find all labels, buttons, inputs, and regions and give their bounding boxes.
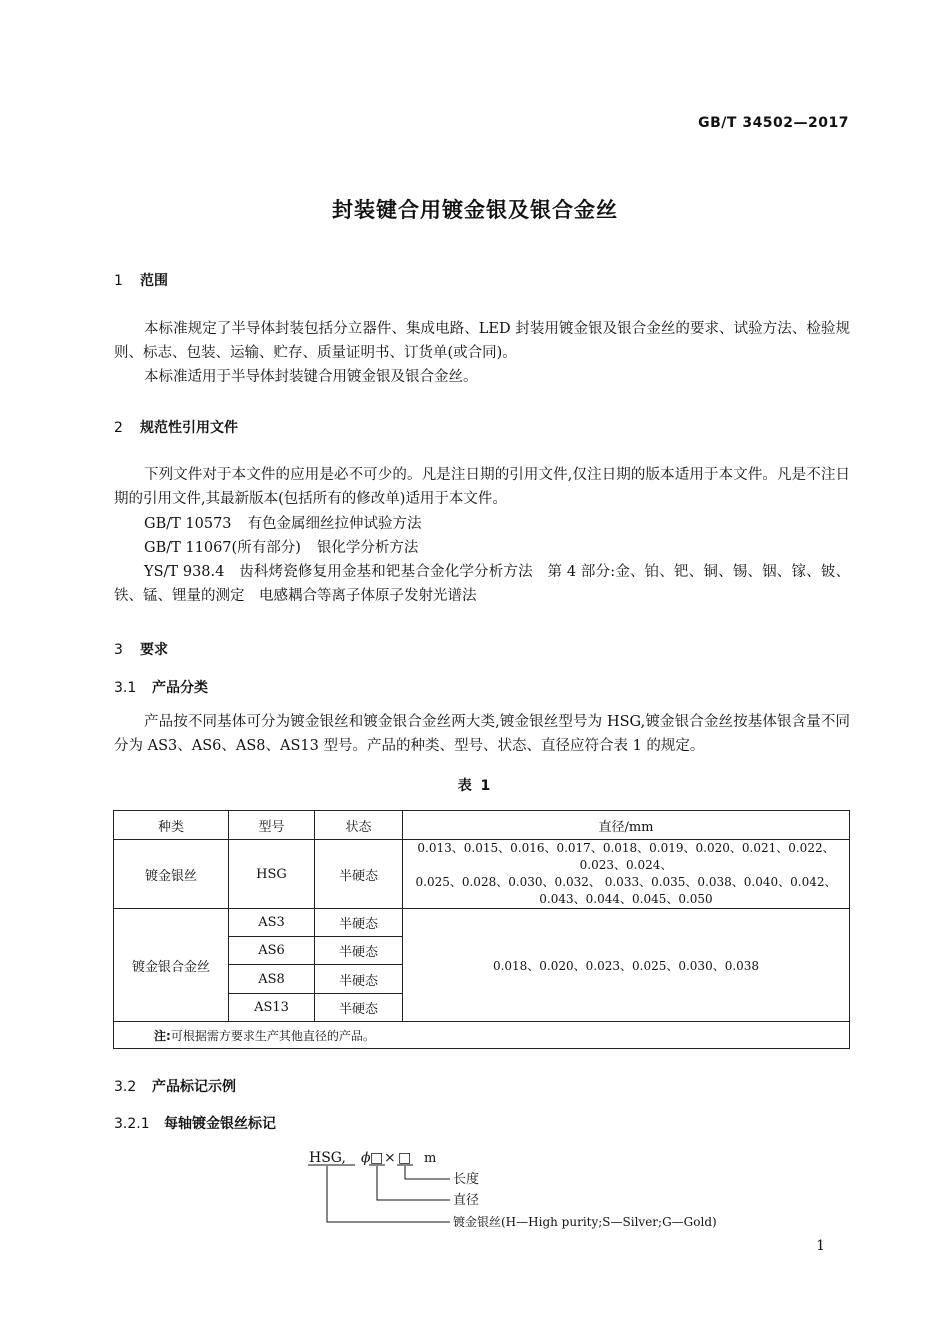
wire-leader-line	[327, 1166, 450, 1222]
table-caption: 表 1	[457, 778, 493, 794]
model-cell: AS8	[229, 965, 315, 994]
length-unit: m	[424, 1151, 437, 1166]
diameter-line: 0.043、0.044、0.045、0.050	[539, 892, 713, 906]
section-title: 产品标记示例	[152, 1079, 236, 1095]
section-title: 每轴镀金银丝标记	[164, 1116, 276, 1132]
reference-item	[144, 536, 418, 560]
state-cell: 半硬态	[315, 994, 403, 1022]
note-text: 可根据需方要求生产其他直径的产品。	[170, 1028, 375, 1043]
reference-item	[144, 512, 422, 536]
model-cell: AS13	[229, 994, 315, 1022]
model-cell: AS3	[229, 909, 315, 937]
section-number: 1	[114, 273, 123, 289]
reference-name: 银化学分析方法	[316, 540, 419, 556]
section-1-paragraph-2: 本标准适用于半导体封装键合用镀金银及银合金丝。	[144, 369, 478, 385]
diameter-label: 直径	[453, 1193, 480, 1208]
wire-label: 镀金银丝(H—High purity;S—Silver;G—Gold)	[453, 1215, 717, 1229]
note-label: 注:	[154, 1028, 171, 1043]
column-header: 种类	[114, 811, 229, 840]
reference-item-ys-t-938-4: YS/T 938.4 齿科烤瓷修复用金基和钯基合金化学分析方法 第 4 部分:金、铂、钯、铜、锡、铟、镓、铍、铁、锰、锂量的测定 电感耦合等离子体原子发射光谱法	[114, 564, 850, 604]
state-cell: 半硬态	[315, 965, 403, 994]
marking-code: HSG,	[309, 1150, 346, 1166]
diameter-leader-line	[377, 1166, 450, 1200]
kind-cell: 镀金银丝	[114, 840, 229, 909]
section-number: 3.1	[114, 680, 137, 696]
state-cell: 半硬态	[315, 840, 403, 909]
section-title: 规范性引用文件	[140, 420, 238, 436]
section-number: 3.2	[114, 1079, 137, 1095]
times-symbol: ×	[384, 1150, 396, 1166]
document-title: 封装键合用镀金银及银合金丝	[332, 198, 618, 222]
section-3-2-heading	[114, 1076, 236, 1096]
section-number: 2	[114, 420, 123, 436]
table-header-row	[114, 811, 850, 840]
section-3-1-heading	[114, 677, 208, 697]
section-number: 3	[114, 642, 123, 658]
page-number: 1	[816, 1238, 825, 1254]
section-2-paragraph-1: 下列文件对于本文件的应用是必不可少的。凡是注日期的引用文件,仅注日期的版本适用于本文件。凡是不注日期的引用文件,其最新版本(包括所有的修改单)适用于本文件。	[114, 467, 850, 507]
marking-example-diagram	[300, 1145, 770, 1240]
reference-code: GB/T 11067(所有部分)	[144, 540, 301, 556]
section-2-heading	[114, 417, 238, 437]
diameter-line: 0.025、0.028、0.030、0.032、 0.033、0.035、0.038、0.040、0.042、	[415, 875, 837, 889]
kind-cell: 镀金银合金丝	[114, 909, 229, 1022]
reference-name: 有色金属细丝拉伸试验方法	[247, 516, 422, 532]
diameter-box: □	[370, 1150, 384, 1166]
table-note-row	[114, 1022, 850, 1049]
length-label: 长度	[453, 1172, 480, 1187]
section-3-1-paragraph: 产品按不同基体可分为镀金银丝和镀金银合金丝两大类,镀金银丝型号为 HSG,镀金银合金丝按基体银含量不同分为 AS3、AS6、AS8、AS13 型号。产品的种类、型号、状态、直径应符合表 1 的规定。	[114, 714, 850, 754]
model-cell: AS6	[229, 937, 315, 965]
reference-code: GB/T 10573	[144, 516, 232, 532]
state-cell: 半硬态	[315, 937, 403, 965]
model-cell: HSG	[229, 840, 315, 909]
section-1-heading	[114, 270, 168, 290]
column-header: 直径/mm	[403, 811, 850, 840]
length-box: □	[398, 1150, 412, 1166]
table-row	[114, 840, 850, 909]
diameter-line: 0.013、0.015、0.016、0.017、0.018、0.019、0.020、0.021、0.022、0.023、0.024、	[417, 841, 835, 872]
product-classification-table	[113, 810, 850, 1049]
table-row	[114, 909, 850, 937]
diameter-cell: 0.018、0.020、0.023、0.025、0.030、0.038	[403, 909, 850, 1022]
diameter-cell	[403, 840, 850, 909]
column-header: 型号	[229, 811, 315, 840]
section-1-paragraph-1: 本标准规定了半导体封装包括分立器件、集成电路、LED 封装用镀金银及银合金丝的要求、试验方法、检验规则、标志、包装、运输、贮存、质量证明书、订货单(或合同)。	[114, 321, 850, 361]
state-cell: 半硬态	[315, 909, 403, 937]
section-title: 产品分类	[152, 680, 208, 696]
phi-symbol: ϕ	[361, 1150, 371, 1166]
section-3-heading	[114, 639, 168, 659]
section-3-2-1-heading	[114, 1113, 276, 1133]
column-header: 状态	[315, 811, 403, 840]
section-title: 要求	[140, 642, 168, 658]
length-leader-line	[405, 1166, 450, 1179]
standard-number: GB/T 34502—2017	[698, 115, 849, 131]
section-number: 3.2.1	[114, 1116, 150, 1132]
section-title: 范围	[140, 273, 168, 289]
